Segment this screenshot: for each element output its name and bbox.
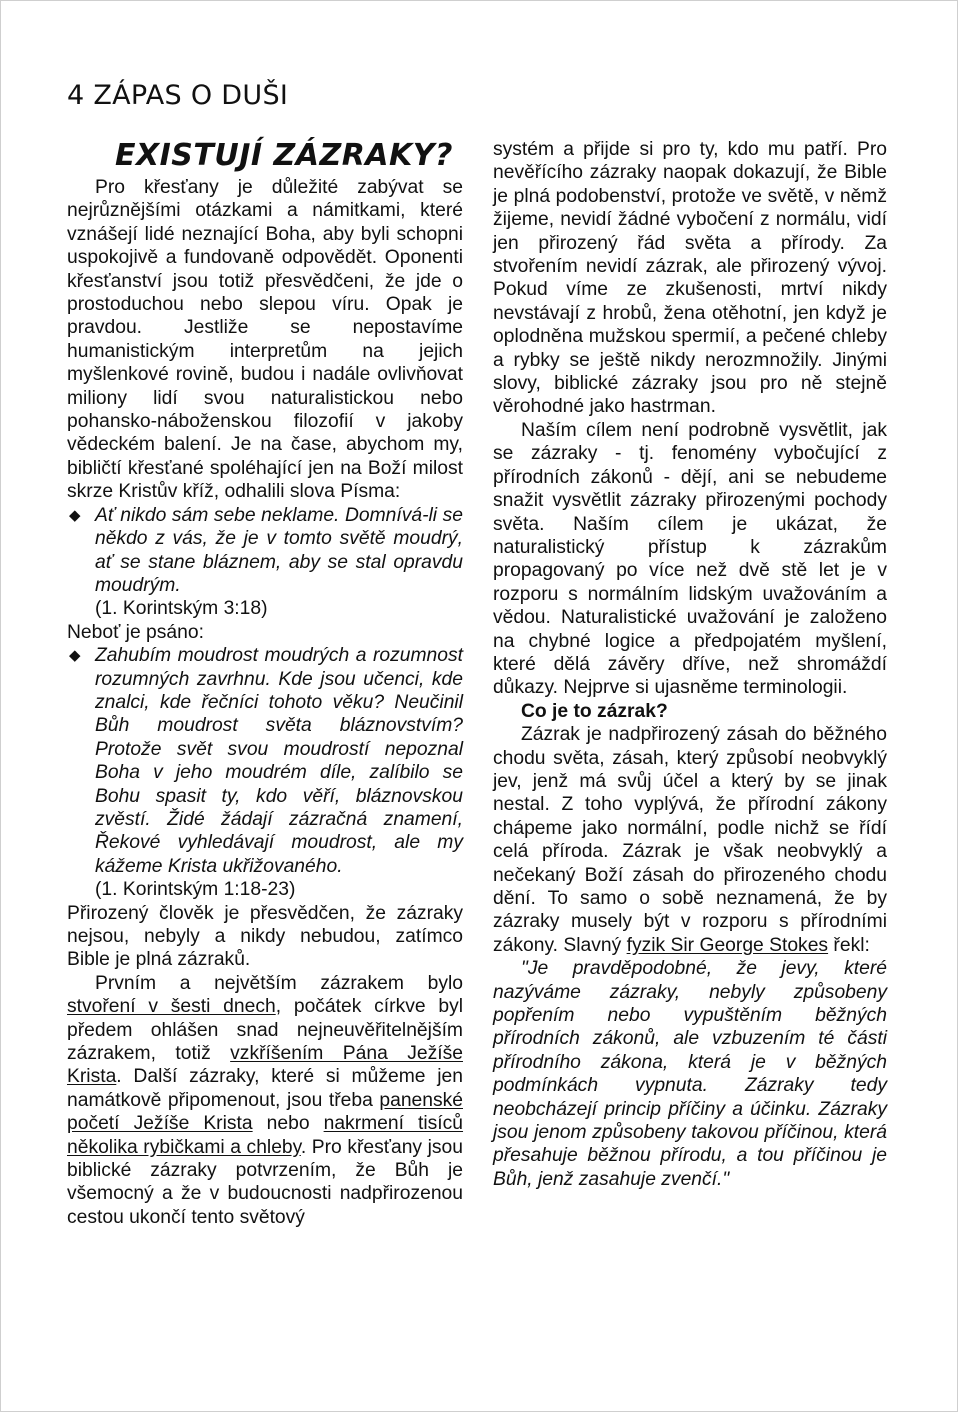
link-virgin-birth[interactable]: panenské početí Ježíše Krista: [67, 1089, 463, 1135]
paragraph-miracles-list: [67, 972, 463, 1229]
bible-quote-1-reference: (1. Korintským 3:18): [95, 598, 268, 620]
left-column: [67, 138, 463, 1229]
paragraph-it-is-written: Neboť je psáno:: [67, 621, 204, 643]
text-run: . Další zázraky, které si můžeme jen namátkově připomenout, jsou třeba: [67, 1066, 463, 1111]
link-stokes[interactable]: fyzik Sir George Stokes: [626, 934, 829, 956]
paragraph-unbeliever-view: systém a přijde si pro ty, kdo mu patří. Pro nevěřícího zázraky naopak dokazují, že Bible je plná podobenství, protože ve světě, v němž žijeme, nevidí žádné vybočení z normálu, vidí jen přirozený řád světa a přírody. Za stvořením nevidí zázrak, ale přirozený vývoj. Pokud víme ze zkušenosti, mrtví nikdy nevstávají z hrobů, žena otěhotní, jen když je oplodněna mužskou spermií, a pečené chleby a rybky se ještě nikdy nerozmnožily. Jinými slovy, biblické zázraky jsou pro ně stejně věrohodné jako hastrman.: [493, 139, 887, 418]
paragraph-miracle-definition: [493, 723, 887, 957]
chapter-heading: 4 ZÁPAS O DUŠI: [67, 80, 289, 111]
bible-quote-2: [67, 644, 463, 878]
text-run: Zázrak je nadpřirozený zásah do běžného chodu světa, zásah, který způsobí neobvyklý jev, jenž má svůj účel a který by se jinak nestal. Z toho vyplývá, že přírodní zákony chápeme jako normální, podle nichž se řídí celá příroda. Zázrak je však neobvyklý a nečekaný Boží zásah do přirozeného chodu dění. To samo o sobě neznamená, že by zázraky musely být v rozporu s přírodními zákony. Slavný: [493, 724, 887, 956]
diamond-bullet-icon: ◆: [69, 647, 81, 665]
paragraph-our-goal: Naším cílem není podrobně vysvětlit, jak se zázraky - tj. fenomény vybočující z přírodních zákonů - dějí, ani se nebudeme snažit vysvětlit zázraky přirozenými pochody světa. Naším cílem je ukázat, že naturalistický přístup k zázrakům propagovaný po více než dvě stě let je v rozporu s normálním lidským uvažováním a vědou. Naturalistické uvažování je založeno na chybné logice a předpojatém myšlení, které dělá závěry dříve, než shromáždí důkazy. Nejprve si ujasněme terminologii.: [493, 419, 887, 699]
article-title: EXISTUJÍ ZÁZRAKY?: [115, 138, 453, 173]
text-run: nebo: [252, 1113, 324, 1135]
link-resurrection[interactable]: vzkříšením Pána Ježíše Krista: [67, 1043, 463, 1088]
bible-quote-1: [67, 504, 463, 598]
text-run: . Pro křesťany jsou biblické zázraky potvrzením, že Bůh je všemocný a že v budoucnosti nadpřirozenou cestou ukončí tento světový: [67, 1136, 463, 1228]
bible-quote-2-reference: (1. Korintským 1:18-23): [95, 879, 296, 901]
bible-quote-2-text: Zahubím moudrost moudrých a rozumnost rozumných zavrhnu. Kde jsou učenci, kde znalci, kde řečníci tohoto věku? Neučinil Bůh moudrost světa bláznovstvím? Protože svět svou moudrostí nepoznal Boha v jeho moudrém díle, zalíbilo se Bohu spasit ty, kdo věří, bláznovskou zvěstí. Židé žádají zázračná znamení, Řekové vyhledávají moudrost, ale my kážeme Krista ukřižovaného.: [95, 645, 463, 877]
text-run: , počátek církve byl předem ohlášen snad nejneuvěřitelnějším zázrakem, totiž: [67, 996, 463, 1065]
text-run: Prvním a největším zázrakem bylo: [95, 972, 463, 994]
diamond-bullet-icon: ◆: [69, 506, 81, 524]
bible-quote-1-text: Ať nikdo sám sebe neklame. Domnívá-li se někdo z vás, že je v tomto světě moudrý, ať se stane bláznem, aby se stal opravdu moudrým.: [95, 504, 463, 596]
text-run: řekl:: [828, 934, 870, 956]
stokes-quote: "Je pravděpodobné, že jevy, které nazýváme zázraky, nebyly způsobeny popřením nebo vypuštěním běžných přírodních zákonů, ale vzbuzením té části přírodního zákona, která je v běžných podmínkách vypnuta. Zázraky tedy neobcházejí princip příčiny a účinku. Zázraky jsou jenom způsobeny takovou příčinou, která přesahuje běžnou přírodu, a tou příčinou je Bůh, jenž zasahuje zvenčí.": [493, 958, 887, 1190]
paragraph-natural-man: Přirozený člověk je přesvědčen, že zázraky nejsou, nebyly a nikdy nebudou, zatímco Bible je plná zázraků.: [67, 902, 463, 971]
subheading-what-is-miracle: Co je to zázrak?: [521, 700, 668, 722]
link-creation-six-days[interactable]: stvoření v šesti dnech: [67, 996, 276, 1018]
intro-paragraph: Pro křesťany je důležité zabývat se nejrůznějšími otázkami a námitkami, které vznášejí lidé neznající Boha, aby byli schopni uspokojivě a fundovaně odpovědět. Oponenti křesťanství jsou totiž přesvědčeni, že jde o prostoduchou nebo slepou víru. Opak je pravdou. Jestliže se nepostavíme humanistickým interpretům na jejich myšlenkové rovině, budou i nadále ovlivňovat miliony lidí svou naturalistickou nebo pohansko-náboženskou filozofií v jakoby vědeckém balení. Je na čase, abychom my, bibličtí křesťané spoléhající jen na Boží milost skrze Kristův kříž, odhalili slova Písma:: [67, 177, 463, 503]
link-feeding-thousands[interactable]: nakrmení tisíců několika rybičkami a chleby: [67, 1113, 464, 1158]
right-column: [493, 138, 887, 1191]
